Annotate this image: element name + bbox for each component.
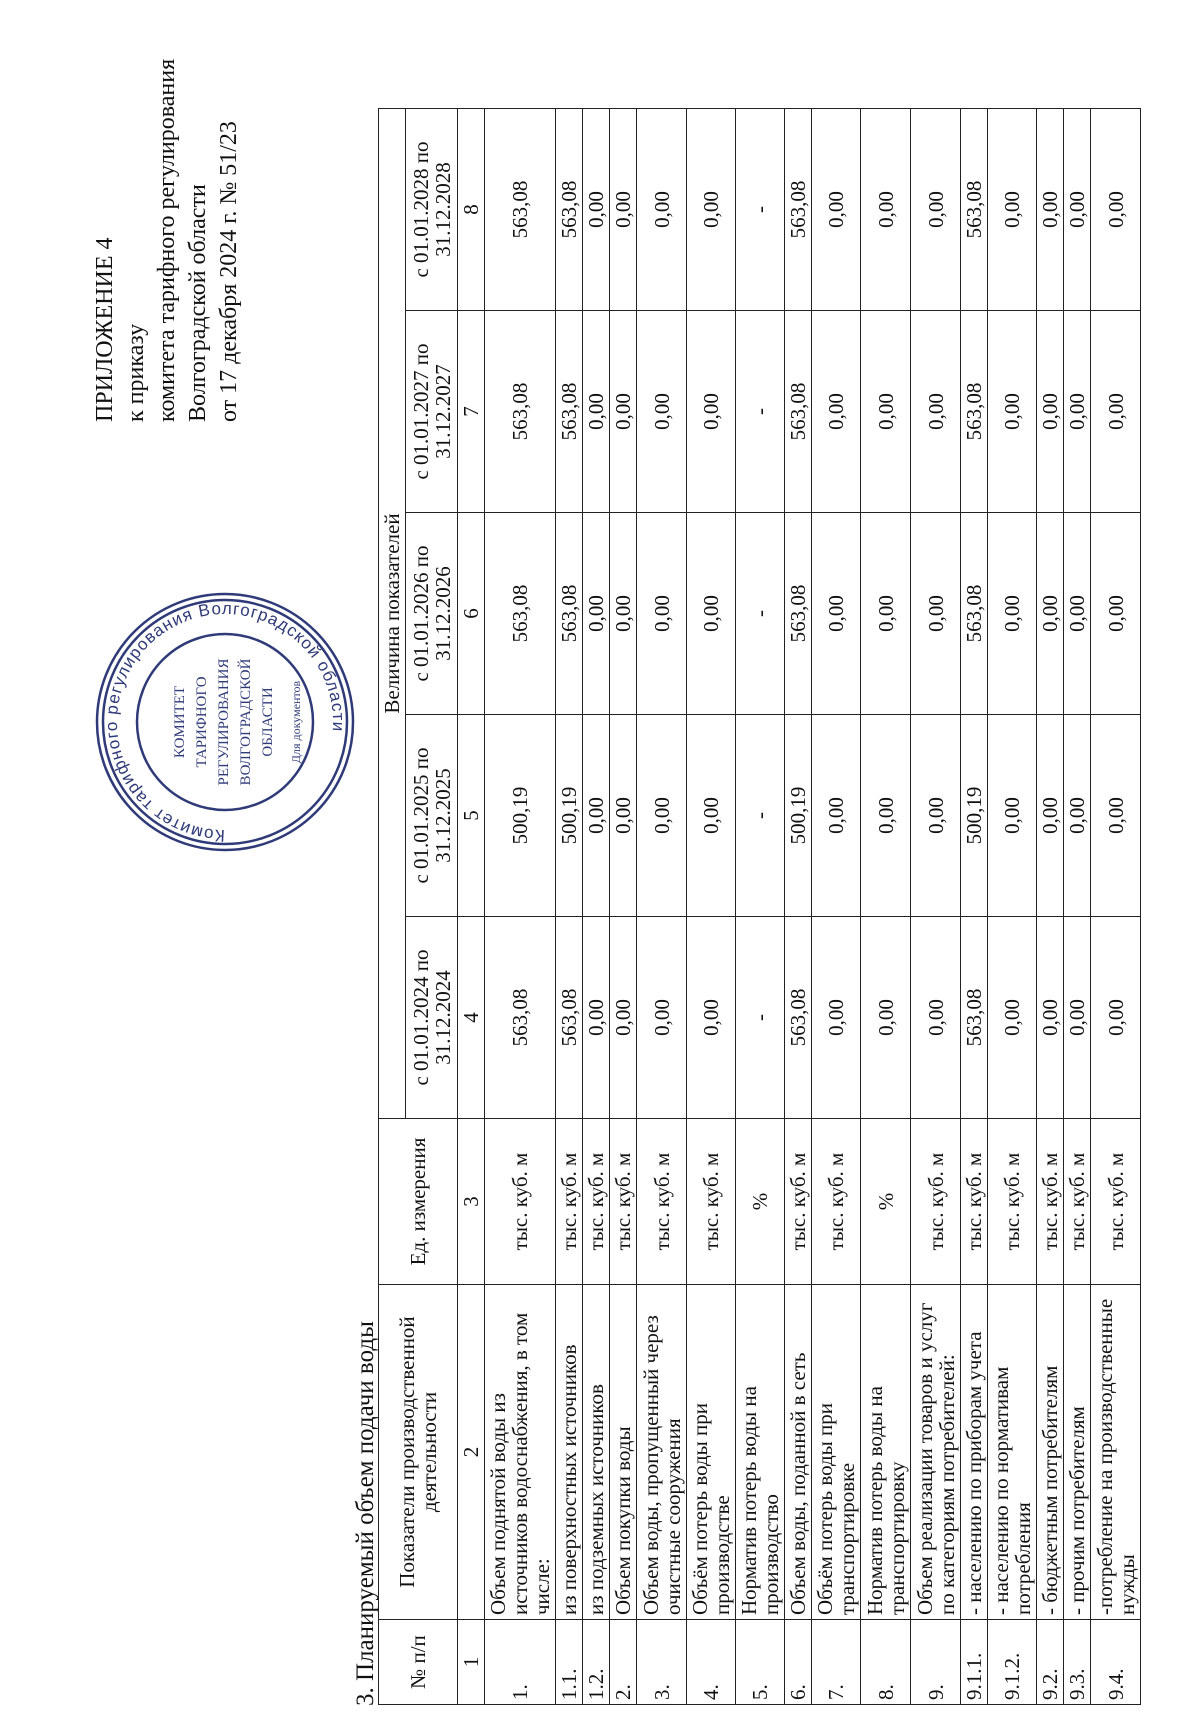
row-value: 0,00 <box>583 715 610 917</box>
row-value: 0,00 <box>911 109 961 311</box>
row-value: 563,08 <box>961 513 988 715</box>
header-period: с 01.01.2028 по 31.12.2028 <box>406 109 458 311</box>
row-unit: тыс. куб. м <box>1037 1119 1064 1285</box>
document-sheet <box>0 2 1190 1712</box>
row-number: 9. <box>911 1620 961 1705</box>
row-value: 563,08 <box>485 109 556 311</box>
column-number: 3 <box>458 1119 485 1285</box>
row-value: 0,00 <box>687 513 736 715</box>
row-value: 563,08 <box>785 109 812 311</box>
row-indicator-name: Объем покупки воды <box>610 1285 637 1620</box>
column-number: 8 <box>458 109 485 311</box>
seal-center-line: ТАРИФНОГО <box>194 676 210 768</box>
row-indicator-name: Объём потерь воды при производстве <box>687 1285 736 1620</box>
appendix-label: ПРИЛОЖЕНИЕ 4 <box>92 237 118 422</box>
row-value: 0,00 <box>1037 109 1064 311</box>
row-number: 1.1. <box>556 1620 583 1705</box>
seal-center-line: ОБЛАСТИ <box>260 687 276 757</box>
row-value: 0,00 <box>1037 311 1064 513</box>
row-value: 563,08 <box>556 917 583 1119</box>
table-row <box>610 109 637 1705</box>
row-value: 500,19 <box>785 715 812 917</box>
table-row <box>961 109 988 1705</box>
row-unit: тыс. куб. м <box>556 1119 583 1285</box>
row-value: - <box>736 311 785 513</box>
row-value: 0,00 <box>610 513 637 715</box>
row-unit: тыс. куб. м <box>610 1119 637 1285</box>
row-value: 563,08 <box>485 311 556 513</box>
row-number: 2. <box>610 1620 637 1705</box>
row-number: 1. <box>485 1620 556 1705</box>
official-seal <box>90 587 360 857</box>
row-value: 0,00 <box>1091 917 1141 1119</box>
row-value: 563,08 <box>961 917 988 1119</box>
order-line: к приказу <box>123 323 149 422</box>
column-number: 6 <box>458 513 485 715</box>
row-number: 9.4. <box>1091 1620 1141 1705</box>
row-value: 0,00 <box>812 109 861 311</box>
row-indicator-name: Норматив потерь воды на производство <box>736 1285 785 1620</box>
row-unit: тыс. куб. м <box>1064 1119 1091 1285</box>
header-indicator: Показатели производственной деятельности <box>379 1285 458 1620</box>
row-indicator-name: Объем реализации товаров и услуг по категориям потребителей: <box>911 1285 961 1620</box>
row-unit: тыс. куб. м <box>687 1119 736 1285</box>
region-line: Волгоградской области <box>185 184 211 422</box>
row-value: 0,00 <box>911 513 961 715</box>
row-value: 563,08 <box>556 513 583 715</box>
row-value: 0,00 <box>1064 109 1091 311</box>
row-value: 500,19 <box>961 715 988 917</box>
row-value: 563,08 <box>785 311 812 513</box>
order-date-line: от 17 декабря 2024 г. № 51/23 <box>216 121 242 422</box>
row-unit: тыс. куб. м <box>485 1119 556 1285</box>
row-number: 6. <box>785 1620 812 1705</box>
row-value: 0,00 <box>583 513 610 715</box>
row-indicator-name: из подземных источников <box>583 1285 610 1620</box>
table-row <box>1091 109 1141 1705</box>
row-unit: % <box>861 1119 911 1285</box>
table-row <box>687 109 736 1705</box>
row-unit: тыс. куб. м <box>785 1119 812 1285</box>
row-indicator-name: - прочим потребителям <box>1064 1285 1091 1620</box>
column-number: 7 <box>458 311 485 513</box>
row-value: 0,00 <box>861 109 911 311</box>
table-row <box>861 109 911 1705</box>
row-value: 0,00 <box>812 311 861 513</box>
row-value: 0,00 <box>687 109 736 311</box>
row-value: 563,08 <box>785 513 812 715</box>
column-number: 4 <box>458 917 485 1119</box>
row-value: 0,00 <box>1091 513 1141 715</box>
row-unit: тыс. куб. м <box>988 1119 1037 1285</box>
row-value: 0,00 <box>687 917 736 1119</box>
row-value: - <box>736 917 785 1119</box>
row-unit: тыс. куб. м <box>812 1119 861 1285</box>
water-supply-table <box>378 108 1141 1705</box>
row-value: 0,00 <box>610 109 637 311</box>
seal-bottom-text: Для документов <box>289 680 303 764</box>
row-value: 0,00 <box>1091 109 1141 311</box>
row-value: 0,00 <box>1037 917 1064 1119</box>
row-indicator-name: -потребление на производственные нужды <box>1091 1285 1141 1620</box>
row-value: 0,00 <box>583 311 610 513</box>
header-unit: Ед. измерения <box>379 1119 458 1285</box>
row-value: 0,00 <box>812 917 861 1119</box>
row-value: 0,00 <box>812 513 861 715</box>
row-value: 0,00 <box>1064 715 1091 917</box>
seal-ring-text: Комитет тарифного регулирования Волгоградской области <box>101 598 349 846</box>
table-row <box>785 109 812 1705</box>
header-values-group: Величина показателей <box>379 109 406 1119</box>
row-value: - <box>736 513 785 715</box>
row-value: 500,19 <box>556 715 583 917</box>
row-value: 0,00 <box>988 917 1037 1119</box>
table-row <box>1037 109 1064 1705</box>
section-title: 3. Планируемый объем подачи воды <box>352 1321 379 1706</box>
row-value: 0,00 <box>1037 513 1064 715</box>
row-value: 0,00 <box>610 715 637 917</box>
row-value: 0,00 <box>861 715 911 917</box>
row-value: 563,08 <box>556 311 583 513</box>
row-value: 0,00 <box>861 513 911 715</box>
header-block <box>90 2 245 422</box>
row-indicator-name: - населению по нормативам потребления <box>988 1285 1037 1620</box>
table-row <box>583 109 610 1705</box>
row-number: 8. <box>861 1620 911 1705</box>
row-value: 563,08 <box>556 109 583 311</box>
row-value: 0,00 <box>1037 715 1064 917</box>
row-number: 9.2. <box>1037 1620 1064 1705</box>
row-value: 0,00 <box>610 917 637 1119</box>
row-number: 9.3. <box>1064 1620 1091 1705</box>
table-row <box>1064 109 1091 1705</box>
column-number: 2 <box>458 1285 485 1620</box>
row-value: 563,08 <box>485 513 556 715</box>
row-value: 0,00 <box>988 109 1037 311</box>
table-row <box>485 109 556 1705</box>
row-number: 9.1.1. <box>961 1620 988 1705</box>
seal-center-line: РЕГУЛИРОВАНИЯ <box>216 658 232 786</box>
header-num: № п/п <box>379 1620 458 1705</box>
row-value: 0,00 <box>812 715 861 917</box>
row-value: 563,08 <box>485 917 556 1119</box>
row-unit: тыс. куб. м <box>637 1119 687 1285</box>
table-row <box>637 109 687 1705</box>
header-period: с 01.01.2026 по 31.12.2026 <box>406 513 458 715</box>
seal-center-line: КОМИТЕТ <box>172 685 188 759</box>
row-number: 4. <box>687 1620 736 1705</box>
row-value: 0,00 <box>911 715 961 917</box>
table-row <box>812 109 861 1705</box>
table-row <box>988 109 1037 1705</box>
row-value: 0,00 <box>610 311 637 513</box>
row-value: 0,00 <box>637 715 687 917</box>
row-value: 0,00 <box>637 109 687 311</box>
table-row <box>556 109 583 1705</box>
row-value: 0,00 <box>687 311 736 513</box>
column-numbers-row <box>458 109 485 1705</box>
row-value: 0,00 <box>637 917 687 1119</box>
row-value: 0,00 <box>1064 513 1091 715</box>
row-value: 0,00 <box>861 917 911 1119</box>
table-row <box>911 109 961 1705</box>
row-number: 1.2. <box>583 1620 610 1705</box>
column-number: 5 <box>458 715 485 917</box>
row-indicator-name: Объем воды, пропущенный через очистные сооружения <box>637 1285 687 1620</box>
row-unit: тыс. куб. м <box>583 1119 610 1285</box>
row-indicator-name: Объем поднятой воды из источников водоснабжения, в том числе: <box>485 1285 556 1620</box>
row-value: 0,00 <box>911 311 961 513</box>
row-indicator-name: - населению по приборам учета <box>961 1285 988 1620</box>
row-value: 563,08 <box>785 917 812 1119</box>
committee-line: комитета тарифного регулирования <box>154 58 180 422</box>
row-value: - <box>736 715 785 917</box>
row-unit: тыс. куб. м <box>961 1119 988 1285</box>
row-value: 0,00 <box>637 513 687 715</box>
row-value: 0,00 <box>583 917 610 1119</box>
row-indicator-name: Объём потерь воды при транспортировке <box>812 1285 861 1620</box>
row-number: 3. <box>637 1620 687 1705</box>
row-unit: тыс. куб. м <box>1091 1119 1141 1285</box>
row-indicator-name: Объем воды, поданной в сеть <box>785 1285 812 1620</box>
row-number: 9.1.2. <box>988 1620 1037 1705</box>
row-value: 0,00 <box>1091 311 1141 513</box>
row-value: 0,00 <box>1091 715 1141 917</box>
row-number: 7. <box>812 1620 861 1705</box>
row-value: 563,08 <box>961 311 988 513</box>
row-value: 0,00 <box>687 715 736 917</box>
header-period: с 01.01.2024 по 31.12.2024 <box>406 917 458 1119</box>
row-value: 0,00 <box>911 917 961 1119</box>
row-indicator-name: - бюджетным потребителям <box>1037 1285 1064 1620</box>
row-value: 0,00 <box>637 311 687 513</box>
row-value: 0,00 <box>861 311 911 513</box>
seal-center-line: ВОЛГОГРАДСКОЙ <box>238 658 254 786</box>
row-value: 0,00 <box>988 311 1037 513</box>
row-value: 0,00 <box>988 513 1037 715</box>
row-value: 0,00 <box>1064 311 1091 513</box>
row-indicator-name: Норматив потерь воды на транспортировку <box>861 1285 911 1620</box>
row-value: 563,08 <box>961 109 988 311</box>
column-number: 1 <box>458 1620 485 1705</box>
row-indicator-name: из поверхностных источников <box>556 1285 583 1620</box>
row-value: 500,19 <box>485 715 556 917</box>
row-value: 0,00 <box>1064 917 1091 1119</box>
row-value: 0,00 <box>583 109 610 311</box>
row-value: 0,00 <box>988 715 1037 917</box>
row-number: 5. <box>736 1620 785 1705</box>
header-period: с 01.01.2027 по 31.12.2027 <box>406 311 458 513</box>
header-period: с 01.01.2025 по 31.12.2025 <box>406 715 458 917</box>
table-row <box>736 109 785 1705</box>
row-unit: тыс. куб. м <box>911 1119 961 1285</box>
row-value: - <box>736 109 785 311</box>
row-unit: % <box>736 1119 785 1285</box>
